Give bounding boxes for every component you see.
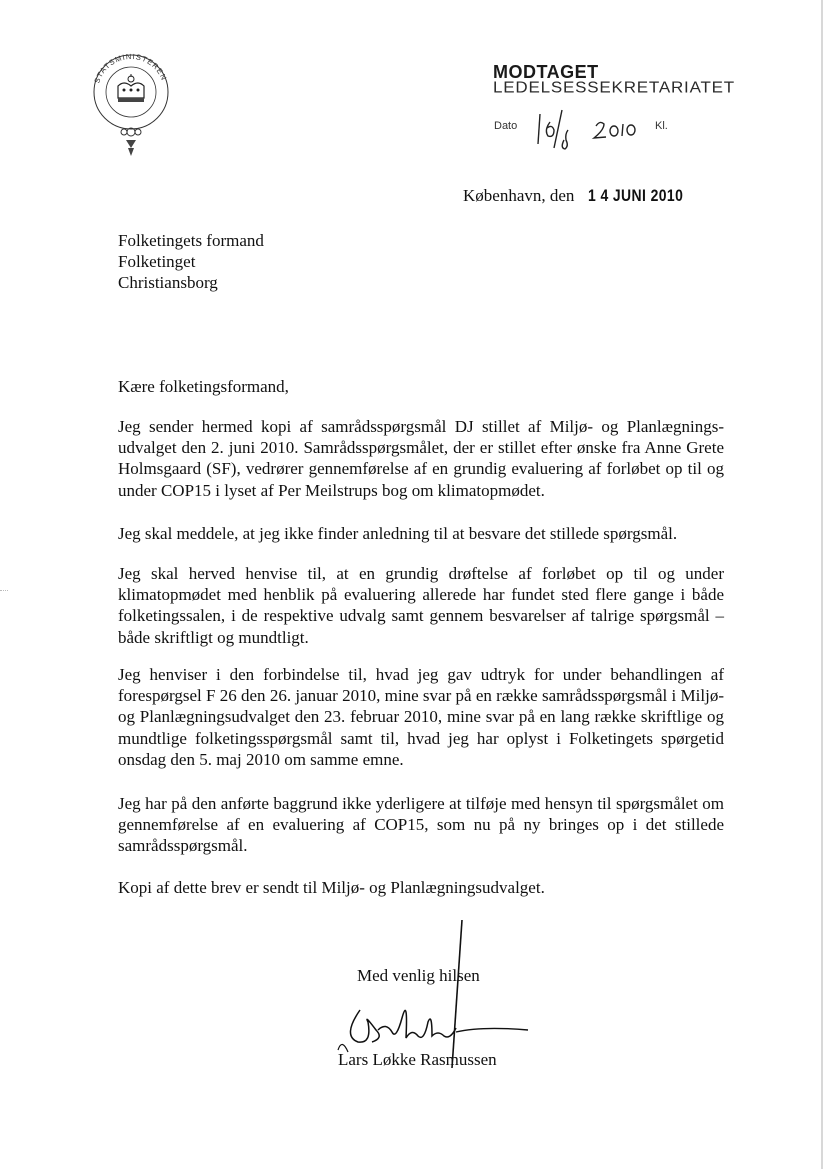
salutation: Kære folketingsformand,: [118, 377, 289, 396]
address-line: Christiansborg: [118, 273, 218, 292]
dateline-prefix: København, den: [463, 186, 575, 205]
address-line: Folketingets formand: [118, 231, 264, 250]
ministry-crest-icon: [88, 52, 174, 162]
svg-text:STATSMINISTEREN: [92, 52, 168, 84]
stamp-department: LEDELSESSEKRETARIATET: [493, 79, 735, 97]
scan-mark: [0, 590, 8, 597]
address-line: Folketinget: [118, 252, 196, 271]
received-stamp: [493, 62, 763, 157]
scan-edge: [821, 0, 823, 1169]
handwritten-received-date: [528, 102, 658, 152]
dateline: [463, 186, 705, 206]
signer-name: Lars Løkke Rasmussen: [338, 1050, 497, 1069]
body-paragraph: Kopi af dette brev er sendt til Miljø- og Planlægningsudvalget.: [118, 878, 545, 897]
body-paragraph: Jeg skal herved henvise til, at en grundig drøftelse af forløbet op til og under klimatopmødet med henblik på evaluering allerede har fundet sted flere gange i både folketingssalen, i de respektive udvalg samt gennem besvarelser af talrige spørgsmål – både skriftligt og mundtligt.: [118, 564, 724, 647]
stamp-dato-label: Dato: [494, 120, 518, 132]
body-paragraph: Jeg har på den anførte baggrund ikke yderligere at tilføje med hensyn til spørgsmålet om gennemførelse af en evaluering af COP15, som nu på ny bringes op i det stillede samrådsspørgsmål.: [118, 794, 724, 856]
stamp-kl-label: Kl.: [655, 120, 668, 132]
closing: Med venlig hilsen: [357, 966, 480, 985]
stamped-date: 1 4 JUNI 2010: [588, 186, 684, 205]
body-paragraph: Jeg sender hermed kopi af samrådsspørgsmål DJ stillet af Miljø- og Planlægnings-udvalget den 2. juni 2010. Samrådsspørgsmålet, der er stillet efter ønske fra Anne Grete Holmsgaard (SF), vedrører gennemførelse af en grundig evaluering af forløbet op til og under COP15 i lyset af Per Meilstrups bog om klimatopmødet.: [118, 417, 724, 500]
recipient-address: [118, 230, 264, 293]
crest-text: STATSMINISTEREN: [92, 52, 169, 85]
stamp-title: MODTAGET: [493, 62, 599, 82]
body-paragraph: Jeg skal meddele, at jeg ikke finder anledning til at besvare det stillede spørgsmål.: [118, 524, 678, 543]
body-paragraph: Jeg henviser i den forbindelse til, hvad jeg gav udtryk for under behandlingen af forespørgsel F 26 den 26. januar 2010, mine svar på en række samrådsspørgsmål i Miljø- og Planlægningsudvalget den 23. februar 2010, mine svar på en lang række skriftlige og mundtlige folketingsspørgsmål samt til, hvad jeg har oplyst i Folketingets spørgetid onsdag den 5. maj 2010 om samme emne.: [118, 665, 724, 769]
